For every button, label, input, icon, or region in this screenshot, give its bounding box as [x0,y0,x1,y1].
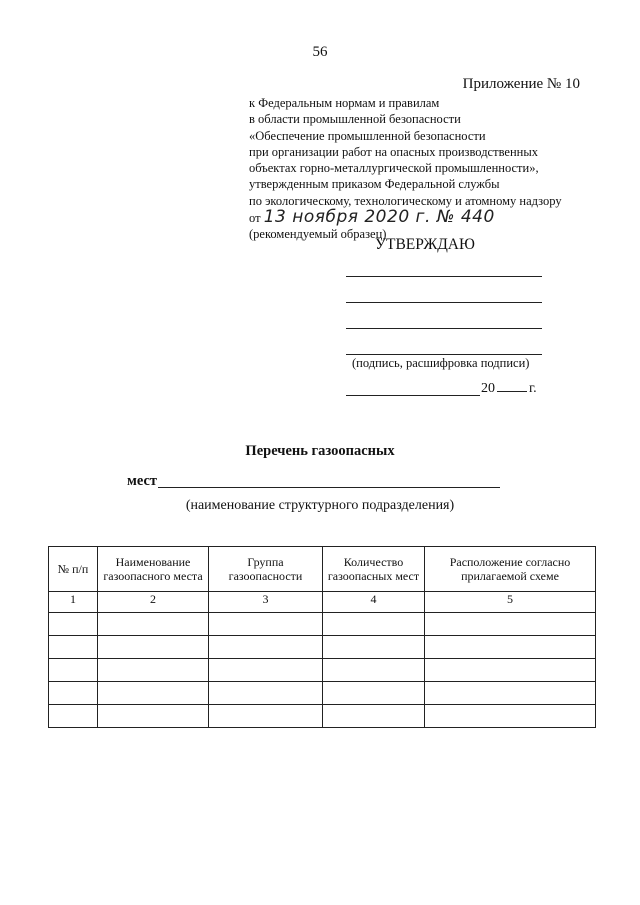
signature-line[interactable] [346,354,542,355]
header-line: по экологическому, технологическому и атомному надзору [249,193,562,208]
table-cell[interactable] [98,613,209,636]
table-cell[interactable] [49,682,98,705]
table-cell[interactable] [425,682,596,705]
header-line: утвержденным приказом Федеральной службы [249,177,500,192]
table-cell[interactable] [425,705,596,728]
header-line: в области промышленной безопасности [249,112,461,127]
recommended-sample: (рекомендуемый образец) [249,227,387,242]
year-field [481,379,537,397]
header-line: объектах горно-металлургической промышленности», [249,161,539,176]
table-cell[interactable] [49,705,98,728]
table-cell[interactable] [425,636,596,659]
date-line-blank[interactable] [346,395,480,396]
table-cell[interactable] [98,659,209,682]
year-suffix: г. [529,381,537,396]
table-cell[interactable] [49,636,98,659]
table-cell[interactable] [323,613,425,636]
column-header: № п/п [49,547,98,592]
header-line: к Федеральным нормам и правилам [249,96,440,110]
table-cell[interactable] [49,659,98,682]
column-number: 1 [49,592,98,613]
table-row [49,705,596,728]
table-cell[interactable] [425,613,596,636]
table-row [49,636,596,659]
table-row [49,682,596,705]
table-cell[interactable] [323,682,425,705]
date-line [249,209,562,226]
year-prefix: 20 [481,381,495,396]
table-cell[interactable] [209,636,323,659]
signature-line[interactable] [346,276,542,277]
places-label: мест [127,473,158,489]
table-cell[interactable] [323,636,425,659]
appendix-title: Приложение № 10 [462,76,580,92]
signature-line[interactable] [346,328,542,329]
approve-label: УТВЕРЖДАЮ [375,236,475,253]
table-cell[interactable] [98,705,209,728]
subdivision-caption: (наименование структурного подразделения) [185,498,455,513]
table-cell[interactable] [98,682,209,705]
table-cell[interactable] [323,659,425,682]
table-cell[interactable] [425,659,596,682]
header-line: «Обеспечение промышленной безопасности [249,128,486,143]
table-cell[interactable] [209,682,323,705]
subdivision-line[interactable] [158,487,500,488]
table-row [49,659,596,682]
column-header: Группа газоопасности [209,547,323,592]
handwritten-date: 13 ноября 2020 г. № 440 [263,207,495,228]
table-cell[interactable] [323,705,425,728]
gas-hazard-places-table [48,546,596,728]
document-title: Перечень газоопасных [245,443,395,459]
appendix-header-block [249,95,562,243]
signature-line[interactable] [346,302,542,303]
table-cell[interactable] [49,613,98,636]
column-header: Расположение согласно прилагаемой схеме [425,547,596,592]
table-header-row [49,547,596,592]
table-row [49,613,596,636]
signature-caption: (подпись, расшифровка подписи) [352,356,530,370]
column-header: Наименование газоопасного места [98,547,209,592]
column-number: 2 [98,592,209,613]
column-number-row [49,592,596,613]
header-line: при организации работ на опасных производственных [249,144,538,159]
date-prefix: от [249,211,261,226]
column-number: 5 [425,592,596,613]
table-cell[interactable] [209,659,323,682]
table-cell[interactable] [98,636,209,659]
year-blank[interactable] [497,379,527,392]
table-cell[interactable] [209,613,323,636]
page-number: 56 [312,44,328,60]
column-number: 4 [323,592,425,613]
column-number: 3 [209,592,323,613]
column-header: Количество газоопасных мест [323,547,425,592]
table-cell[interactable] [209,705,323,728]
